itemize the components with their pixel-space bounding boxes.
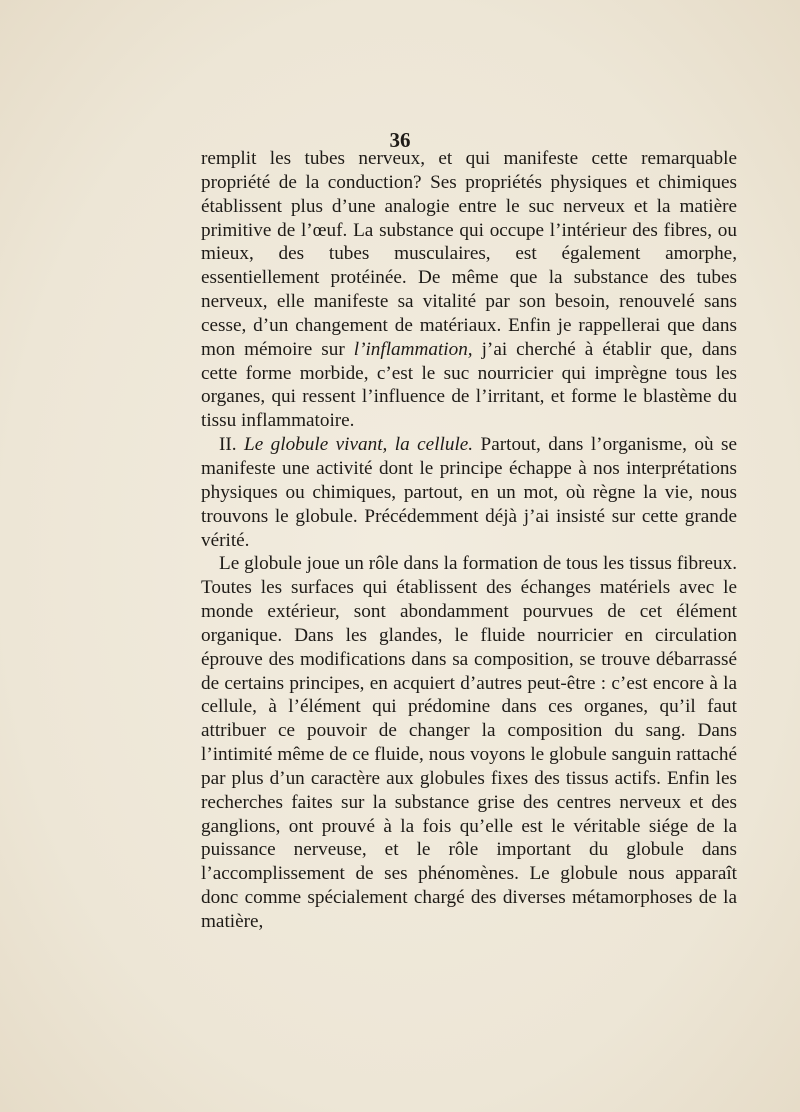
section-heading: Le globule vivant, la cellule. — [244, 434, 474, 456]
body-text — [201, 147, 737, 934]
paragraph-1-text: remplit les tubes nerveux, et qui manifeste cette remarquable propriété de la conduction? Ses propriétés physiques et chimiques établissent plus d’une analogie entre le suc nerveux et la matière primitive de l’œuf. La substance qui occupe l’intérieur des fibres, ou mieux, des tubes musculaires, est également amorphe, essentiellement protéinée. De même que la substance des tubes nerveux, elle manifeste sa vitalité par son besoin, renouvelé sans cesse, d’un changement de matériaux. Enfin je rappellerai que dans mon mémoire sur — [201, 148, 737, 360]
paragraph-3 — [201, 552, 737, 934]
page-number: 36 — [389, 128, 411, 152]
paragraph-3-text: Le globule joue un rôle dans la formation de tous les tissus fibreux. Toutes les surfaces qui établissent des échanges matériels avec le monde extérieur, sont abondamment pourvues de cet élément organique. Dans les glandes, le fluide nourricier en circulation éprouve des modifications dans sa composition, se trouve débarrassé de certains principes, en acquiert d’autres peut-être : c’est encore à la cellule, à l’élément qui prédomine dans ces organes, qu’il faut attribuer ce pouvoir de changer la composition du sang. Dans l’intimité même de ce fluide, nous voyons le globule sanguin rattaché par plus d’un caractère aux globules fixes des tissus actifs. Enfin les recherches faites sur la substance grise des centres nerveux et des ganglions, ont prouvé à la fois qu’elle est le véritable siége de la puissance nerveuse, et le rôle important du globule dans l’accomplissement de ses phénomènes. Le globule nous apparaît donc comme spécialement chargé des diverses métamorphoses de la matière, — [201, 553, 737, 932]
paragraph-1-text-end: j’ai cherché à établir que, dans cette forme morbide, c’est le suc nourricier qui imprègne tous les organes, qui ressent l’influence de l’irritant, et forme le blastème du tissu inflammatoire. — [201, 338, 737, 432]
paragraph-2-text: Partout, dans l’organisme, où se manifeste une activité dont le principe échappe à nos interprétations physiques ou chimiques, partout, en un mot, où règne la vie, nous trouvons le globule. Précédemment déjà j’ai insisté sur cette grande vérité. — [201, 434, 738, 551]
italic-term-inflammation: l’inflammation, — [353, 338, 473, 360]
paragraph-1 — [201, 147, 737, 433]
paragraph-2 — [201, 433, 737, 552]
section-numeral: II. — [219, 434, 245, 456]
